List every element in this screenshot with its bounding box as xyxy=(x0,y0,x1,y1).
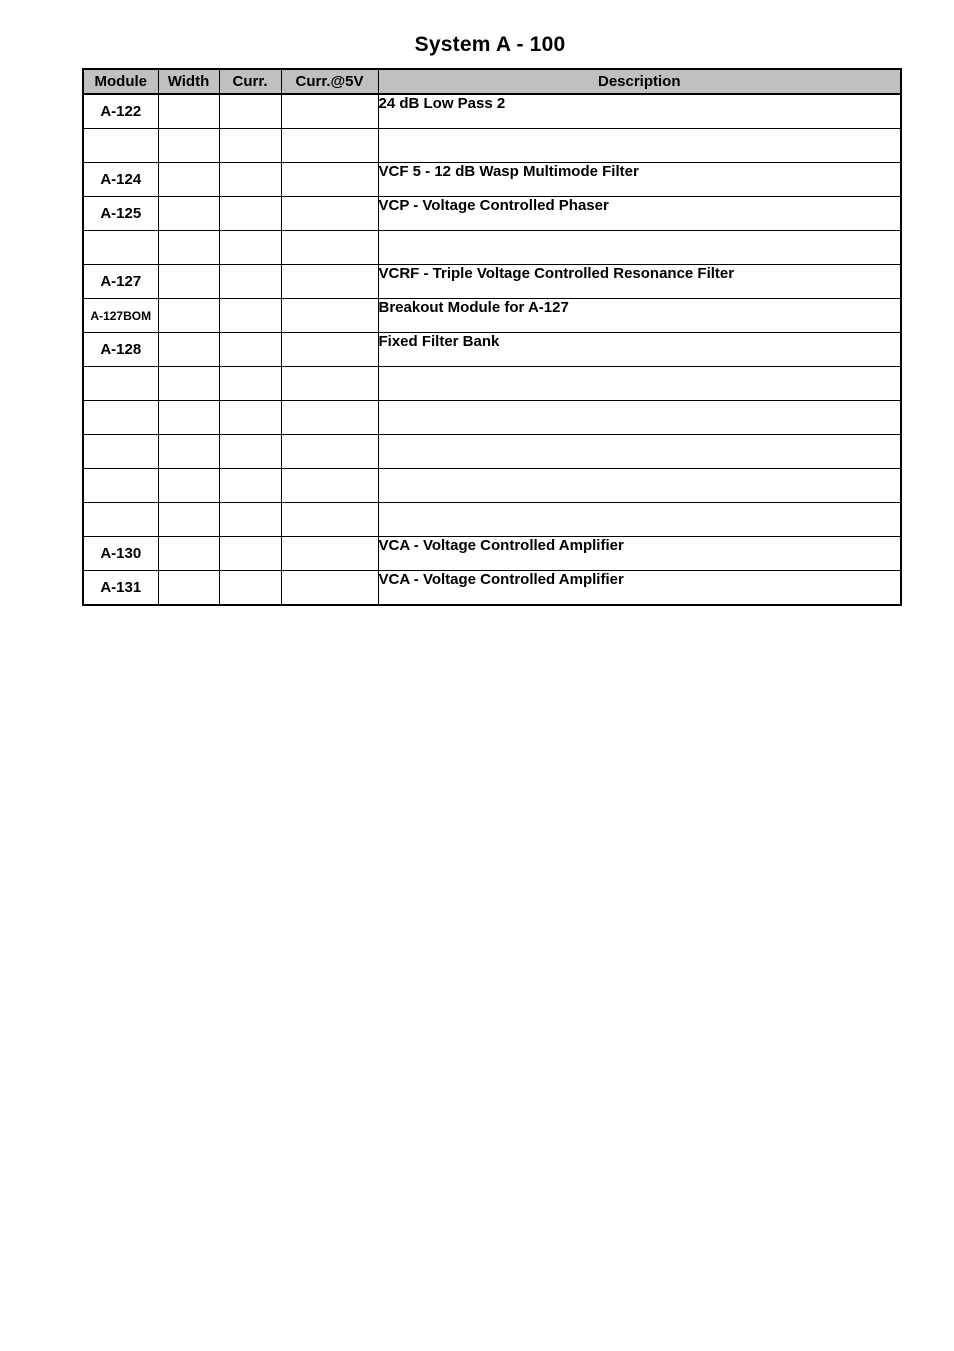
header-curr-5v: Curr.@5V xyxy=(281,69,378,94)
module-cell: A-122 xyxy=(83,94,158,129)
table-row xyxy=(83,537,901,571)
curr-5v-cell xyxy=(281,163,378,197)
width-cell xyxy=(158,367,219,401)
table-row xyxy=(83,401,901,435)
table-header-row xyxy=(83,69,901,94)
page-title: System A - 100 xyxy=(414,33,566,56)
width-cell xyxy=(158,265,219,299)
curr-5v-cell xyxy=(281,333,378,367)
module-cell: A-127 xyxy=(83,265,158,299)
curr-cell xyxy=(219,503,281,537)
module-cell: A-131 xyxy=(83,571,158,606)
module-cell xyxy=(83,129,158,163)
module-table xyxy=(82,68,902,606)
width-cell xyxy=(158,503,219,537)
curr-5v-cell xyxy=(281,571,378,606)
description-cell: VCP - Voltage Controlled Phaser xyxy=(378,197,901,231)
description-cell: 24 dB Low Pass 2 xyxy=(378,94,901,129)
table-row xyxy=(83,503,901,537)
module-cell: A-127BOM xyxy=(83,299,158,333)
curr-cell xyxy=(219,129,281,163)
curr-5v-cell xyxy=(281,401,378,435)
header-curr: Curr. xyxy=(219,69,281,94)
width-cell xyxy=(158,129,219,163)
curr-cell xyxy=(219,333,281,367)
width-cell xyxy=(158,469,219,503)
description-cell xyxy=(378,503,901,537)
curr-5v-cell xyxy=(281,197,378,231)
curr-5v-cell xyxy=(281,537,378,571)
description-cell xyxy=(378,129,901,163)
curr-5v-cell xyxy=(281,265,378,299)
curr-cell xyxy=(219,435,281,469)
module-cell xyxy=(83,401,158,435)
module-cell: A-130 xyxy=(83,537,158,571)
description-cell xyxy=(378,469,901,503)
module-cell xyxy=(83,435,158,469)
curr-cell xyxy=(219,367,281,401)
description-cell: Breakout Module for A-127 xyxy=(378,299,901,333)
module-cell xyxy=(83,503,158,537)
table-row xyxy=(83,197,901,231)
curr-cell xyxy=(219,163,281,197)
curr-5v-cell xyxy=(281,435,378,469)
curr-cell xyxy=(219,231,281,265)
header-description: Description xyxy=(378,69,901,94)
description-cell: VCA - Voltage Controlled Amplifier xyxy=(378,537,901,571)
module-cell: A-125 xyxy=(83,197,158,231)
width-cell xyxy=(158,333,219,367)
width-cell xyxy=(158,163,219,197)
table-row xyxy=(83,94,901,129)
curr-cell xyxy=(219,571,281,606)
curr-cell xyxy=(219,537,281,571)
curr-cell xyxy=(219,401,281,435)
curr-cell xyxy=(219,299,281,333)
module-cell: A-128 xyxy=(83,333,158,367)
module-cell xyxy=(83,367,158,401)
table-row xyxy=(83,299,901,333)
table-row xyxy=(83,469,901,503)
width-cell xyxy=(158,231,219,265)
curr-5v-cell xyxy=(281,299,378,333)
table-row xyxy=(83,333,901,367)
description-cell xyxy=(378,231,901,265)
curr-cell xyxy=(219,265,281,299)
curr-cell xyxy=(219,469,281,503)
table-row xyxy=(83,435,901,469)
curr-5v-cell xyxy=(281,503,378,537)
curr-5v-cell xyxy=(281,367,378,401)
width-cell xyxy=(158,299,219,333)
width-cell xyxy=(158,197,219,231)
module-cell xyxy=(83,231,158,265)
width-cell xyxy=(158,401,219,435)
table-row xyxy=(83,265,901,299)
curr-5v-cell xyxy=(281,94,378,129)
curr-5v-cell xyxy=(281,231,378,265)
width-cell xyxy=(158,94,219,129)
header-module: Module xyxy=(83,69,158,94)
width-cell xyxy=(158,537,219,571)
description-cell: VCA - Voltage Controlled Amplifier xyxy=(378,571,901,606)
description-cell xyxy=(378,401,901,435)
module-cell: A-124 xyxy=(83,163,158,197)
curr-5v-cell xyxy=(281,469,378,503)
curr-5v-cell xyxy=(281,129,378,163)
header-width: Width xyxy=(158,69,219,94)
table-row xyxy=(83,163,901,197)
table-row xyxy=(83,129,901,163)
description-cell xyxy=(378,435,901,469)
description-cell xyxy=(378,367,901,401)
description-cell: VCRF - Triple Voltage Controlled Resonance Filter xyxy=(378,265,901,299)
module-cell xyxy=(83,469,158,503)
width-cell xyxy=(158,571,219,606)
curr-cell xyxy=(219,197,281,231)
width-cell xyxy=(158,435,219,469)
table-row xyxy=(83,231,901,265)
curr-cell xyxy=(219,94,281,129)
table-row xyxy=(83,367,901,401)
description-cell: Fixed Filter Bank xyxy=(378,333,901,367)
table-row xyxy=(83,571,901,606)
description-cell: VCF 5 - 12 dB Wasp Multimode Filter xyxy=(378,163,901,197)
